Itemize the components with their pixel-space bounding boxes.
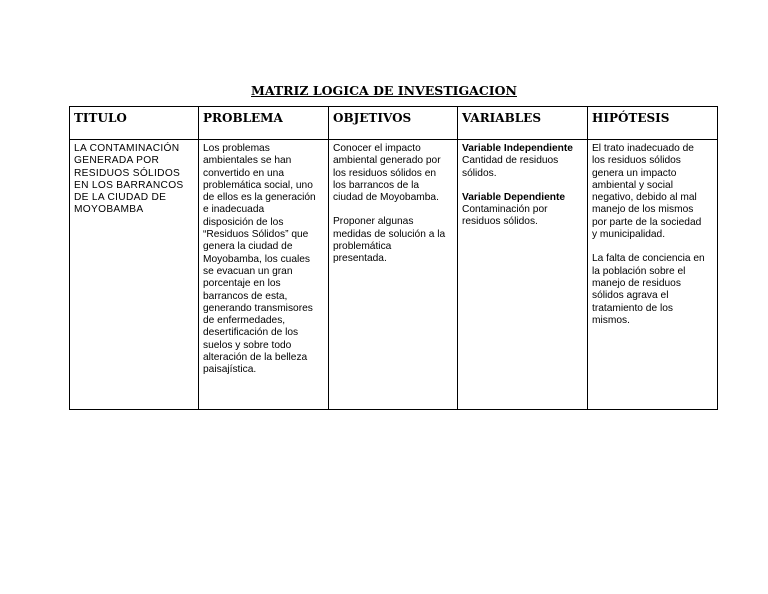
cell-objetivos: [329, 140, 458, 410]
header-titulo: TITULO: [70, 107, 199, 140]
cell-titulo: [70, 140, 199, 410]
cell-problema: [199, 140, 329, 410]
cell-variables: [458, 140, 588, 410]
header-variables: VARIABLES: [458, 107, 588, 140]
objetivo-1: Conocer el impacto ambiental generado por los residuos sólidos en los barrancos de la ciudad de Moyobamba.: [333, 143, 441, 204]
hipotesis-1: El trato inadecuado de los residuos sólidos genera un impacto ambiental y social negativo, debido al mal manejo de los mismos por parte de la sociedad y municipalidad.: [592, 143, 702, 241]
variable-independiente-value: Cantidad de residuos sólidos.: [462, 155, 559, 179]
table-header-row: [70, 107, 718, 140]
objetivo-2: Proponer algunas medidas de solución a la problemática presentada.: [333, 216, 446, 265]
titulo-text: LA CONTAMINACIÓN GENERADA POR RESIDUOS SÓLIDOS EN LOS BARRANCOS DE LA CIUDAD DE MOYOBAMBA: [74, 143, 184, 216]
variable-dependiente-label: Variable Dependiente: [462, 191, 566, 203]
header-hipotesis: HIPÓTESIS: [588, 107, 718, 140]
header-problema: PROBLEMA: [199, 107, 329, 140]
header-objetivos: OBJETIVOS: [329, 107, 458, 140]
problema-text: Los problemas ambientales se han convertido en una problemática social, uno de ellos es la generación e inadecuada disposición de los “Residuos Sólidos” que genera la ciudad de Moyobamba, los cuales se evacuan un gran porcentaje en los barrancos de esta, generando transmisores de enfermedades, desertificación de los suelos y sobre todo alteración de la belleza paisajística.: [203, 143, 316, 376]
document-title: MATRIZ LOGICA DE INVESTIGACION: [251, 83, 517, 98]
variable-independiente-label: Variable Independiente: [462, 143, 573, 154]
table-row: [70, 140, 718, 410]
variable-dependiente-value: Contaminación por residuos sólidos.: [462, 204, 548, 228]
cell-hipotesis: [588, 140, 718, 410]
hipotesis-2: La falta de conciencia en la población sobre el manejo de residuos sólidos agrava el tratamiento de los mismos.: [592, 253, 705, 326]
logic-matrix-table: [69, 106, 718, 410]
